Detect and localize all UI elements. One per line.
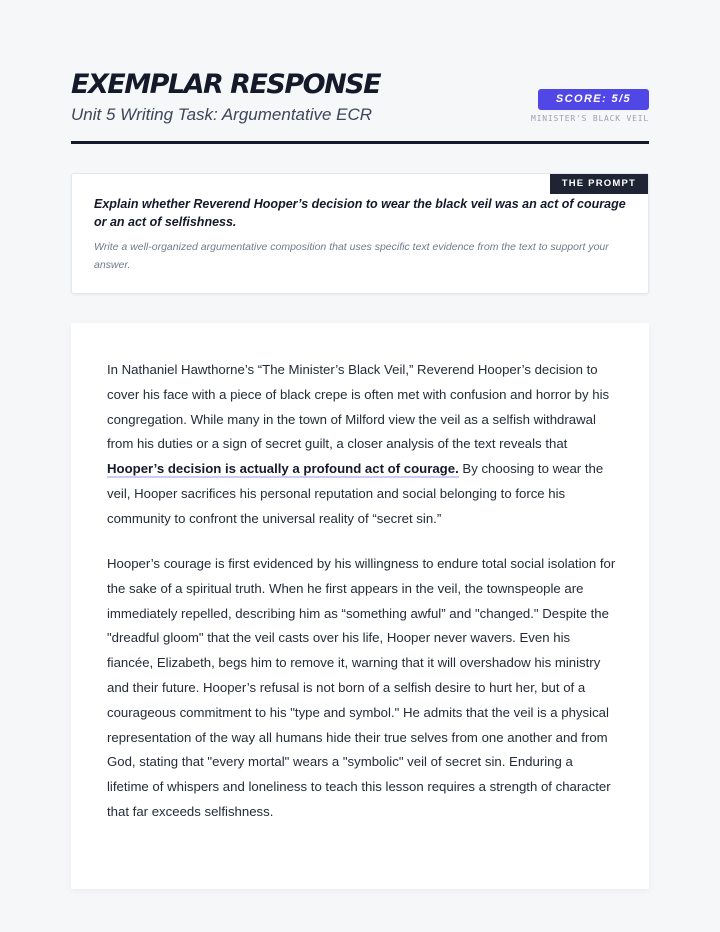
page-header bbox=[71, 68, 649, 126]
essay-paragraph-body: Hooper’s courage is first evidenced by his willingness to endure total social isolation for the sake of a spiritual truth. When he first appears in the veil, the townspeople are immediately repelled, describing him as “something awful” and "changed." Despite the "dreadful gloom" that the veil casts over his life, Hooper never wavers. Even his fiancée, Elizabeth, begs him to remove it, warning that it will overshadow his ministry and their future. Hooper’s refusal is not born of a selfish desire to hurt her, but of a courageous commitment to his "type and symbol." He admits that the veil is a physical representation of the way all humans hide their true selves from one another and from God, stating that "every mortal" wears a "symbolic" veil of secret sin. Enduring a lifetime of whispers and loneliness to teach this lesson requires a strength of character that far exceeds selfishness. bbox=[107, 556, 616, 819]
intro-text-before: In Nathaniel Hawthorne’s “The Minister’s Black Veil,” Reverend Hooper’s decision to cover his face with a piece of black crepe is often met with confusion and horror by his congregation. While many in the town of Milford view the veil as a selfish withdrawal from his duties or a sign of secret guilt, a closer analysis of the text reveals that bbox=[107, 362, 610, 452]
score-caption: MINISTER'S BLACK VEIL bbox=[531, 114, 649, 123]
header-divider bbox=[71, 141, 649, 144]
score-badge: SCORE: 5/5 bbox=[538, 89, 649, 110]
prompt-card bbox=[71, 173, 649, 294]
essay-body bbox=[71, 323, 649, 889]
prompt-question: Explain whether Reverend Hooper’s decision to wear the black veil was an act of courage or an act of selfishness. bbox=[94, 197, 626, 229]
page-title: EXEMPLAR RESPONSE bbox=[71, 69, 381, 100]
essay-paragraph-intro bbox=[107, 358, 617, 532]
prompt-instructions: Write a well-organized argumentative composition that uses specific text evidence from the text to support your answer. bbox=[94, 241, 609, 271]
prompt-tag: THE PROMPT bbox=[550, 174, 648, 194]
intro-text-after: By choosing to wear the veil, Hooper sacrifices his personal reputation and social belonging to force his community to confront the universal reality of “secret sin.” bbox=[107, 461, 604, 526]
thesis-statement: Hooper’s decision is actually a profound act of courage. bbox=[107, 461, 459, 477]
page-subtitle: Unit 5 Writing Task: Argumentative ECR bbox=[71, 105, 373, 124]
